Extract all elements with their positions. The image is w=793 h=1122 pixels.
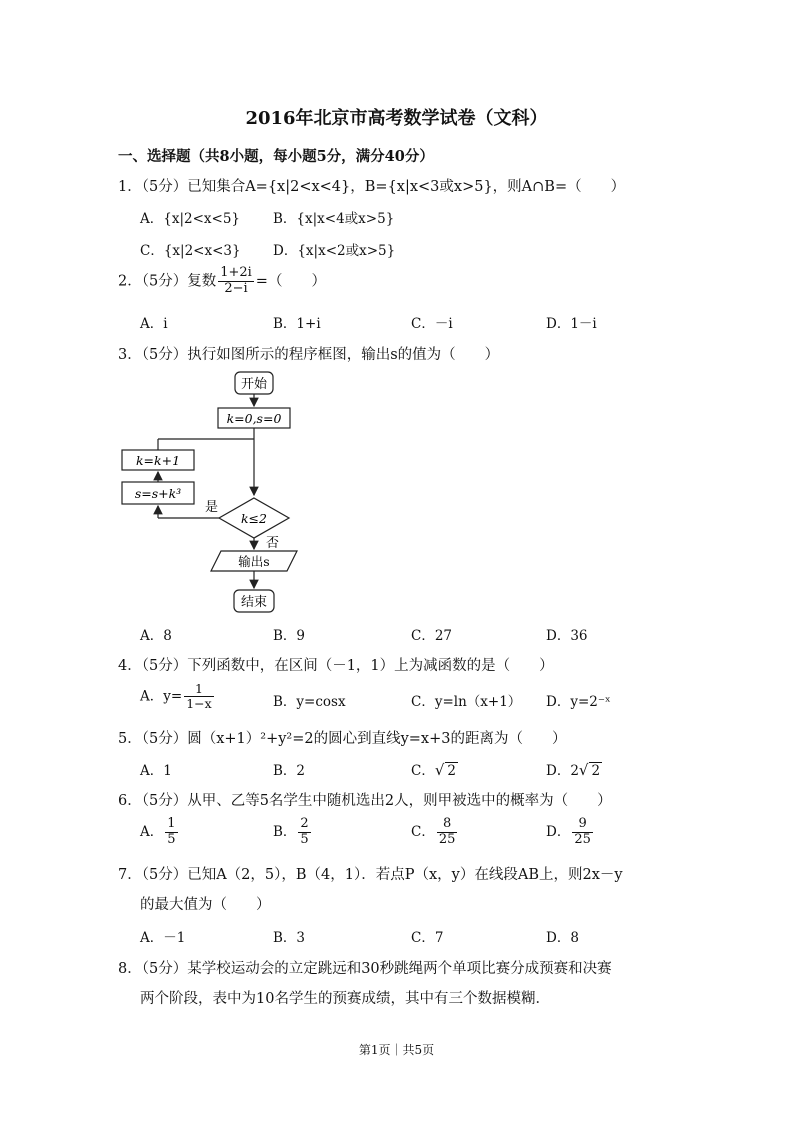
- flow-no-label: 否: [266, 536, 280, 551]
- question-4-option-b: B．y=cosx: [273, 694, 346, 710]
- question-2-option-b: B．1+i: [273, 316, 321, 332]
- question-7-option-c: C．7: [411, 930, 444, 946]
- flow-start-label: 开始: [240, 377, 268, 392]
- question-6-option-b: [273, 817, 313, 848]
- flow-end-label: 结束: [240, 595, 268, 610]
- question-1-option-b: B．{x|x<4或x>5}: [273, 211, 395, 227]
- option-fraction: [298, 817, 310, 848]
- question-5-option-a: A．1: [140, 763, 172, 779]
- option-prefix: A．: [140, 823, 164, 840]
- question-6-option-a: [140, 817, 180, 848]
- fraction-denominator: 25: [438, 831, 456, 847]
- question-3-option-b: B．9: [273, 628, 306, 644]
- question-8-stem-line-2: 两个阶段，表中为10名学生的预赛成绩，其中有三个数据模糊．: [140, 991, 550, 1007]
- page-title: 2016年北京市高考数学试卷（文科）: [245, 108, 548, 129]
- question-5-option-b: B．2: [273, 763, 306, 779]
- sqrt-radicand: 2: [447, 763, 456, 779]
- flow-init-label: k=0,s=0: [226, 411, 282, 426]
- sqrt-sign: √: [578, 761, 589, 779]
- option-fraction: [437, 817, 458, 848]
- question-2-prefix: 2．（5分）复数: [118, 273, 217, 290]
- question-2-fraction: [218, 266, 254, 297]
- option-prefix: C．: [411, 763, 435, 779]
- question-5-option-d: [546, 759, 602, 779]
- question-4-option-d: D．y=2⁻ˣ: [546, 694, 611, 710]
- flow-sum-label: s=s+k³: [134, 486, 182, 501]
- fraction-denominator: 5: [300, 831, 309, 847]
- question-7-option-a: A．－1: [140, 930, 186, 946]
- fraction-numerator: 2: [300, 816, 309, 831]
- question-3-option-d: D．36: [546, 628, 588, 644]
- section-heading: 一、选择题（共8小题，每小题5分，满分40分）: [118, 148, 434, 165]
- question-2-stem: [118, 266, 326, 297]
- question-4-option-c: C．y=ln（x+1）: [411, 694, 522, 710]
- question-1-option-d: D．{x|x<2或x>5}: [273, 243, 396, 259]
- question-3-stem: 3．（5分）执行如图所示的程序框图，输出s的值为（ ）: [118, 347, 500, 363]
- fraction-denominator: 25: [574, 831, 591, 847]
- question-3-option-a: A．8: [140, 628, 172, 644]
- question-1-stem: 1．（5分）已知集合A={x|2<x<4}，B={x|x<3或x>5}，则A∩B=（ ）: [118, 179, 626, 195]
- question-3-option-c: C．27: [411, 628, 453, 644]
- sqrt-radicand: 2: [591, 763, 601, 779]
- question-7-option-d: D．8: [546, 930, 579, 946]
- question-5-stem: 5．（5分）圆（x+1）²+y²=2的圆心到直线y=x+3的距离为（ ）: [118, 731, 567, 747]
- question-1-option-a: A．{x|2<x<5}: [140, 211, 241, 227]
- fraction-numerator: 1: [184, 682, 213, 697]
- fraction-numerator: 8: [437, 817, 458, 833]
- option-prefix: D．: [546, 823, 571, 840]
- question-2-option-a: A．i: [140, 316, 168, 332]
- option-fraction: [184, 682, 213, 712]
- question-5-option-c: [411, 759, 458, 779]
- fraction-denominator: 5: [167, 831, 176, 847]
- option-fraction: [572, 817, 593, 848]
- option-prefix: C．: [411, 823, 435, 840]
- flow-increment-label: k=k+1: [135, 453, 181, 468]
- question-6-stem: 6．（5分）从甲、乙等5名学生中随机选出2人，则甲被选中的概率为（ ）: [118, 793, 612, 809]
- question-7-stem-line-2: 的最大值为（ ）: [140, 897, 271, 913]
- question-8-stem-line-1: 8．（5分）某学校运动会的立定跳远和30秒跳绳两个单项比赛分成预赛和决赛: [118, 961, 612, 977]
- fraction-denominator: 1−x: [186, 696, 212, 712]
- question-4-option-a: [140, 682, 216, 712]
- option-fraction: [165, 817, 177, 848]
- flow-output-label: 输出s: [238, 554, 270, 569]
- question-2-option-c: C．－i: [411, 316, 453, 332]
- question-7-stem-line-1: 7．（5分）已知A（2，5），B（4，1）．若点P（x，y）在线段AB上，则2x－y: [118, 867, 623, 883]
- fraction-numerator: 1: [167, 816, 176, 831]
- question-6-option-c: [411, 817, 459, 848]
- question-6-option-d: [546, 817, 595, 848]
- page-footer: 第1页｜共5页: [358, 1043, 435, 1057]
- question-2-option-d: D．1－i: [546, 316, 597, 332]
- sqrt-sign: √: [434, 761, 445, 779]
- flowchart: [110, 366, 310, 616]
- fraction-numerator: 1+2i: [220, 265, 252, 280]
- question-1-option-c: C．{x|2<x<3}: [140, 243, 241, 259]
- question-4-stem: 4．（5分）下列函数中，在区间（－1，1）上为减函数的是（ ）: [118, 658, 554, 674]
- option-prefix: D．2: [546, 763, 579, 779]
- fraction-denominator: 2−i: [224, 280, 248, 296]
- flow-yes-label: 是: [205, 500, 219, 515]
- option-prefix: A．y=: [140, 688, 183, 705]
- question-2-suffix: =（ ）: [255, 273, 326, 290]
- question-7-option-b: B．3: [273, 930, 306, 946]
- flow-condition-label: k≤2: [240, 511, 268, 526]
- fraction-numerator: 9: [572, 817, 593, 833]
- option-prefix: B．: [273, 823, 297, 840]
